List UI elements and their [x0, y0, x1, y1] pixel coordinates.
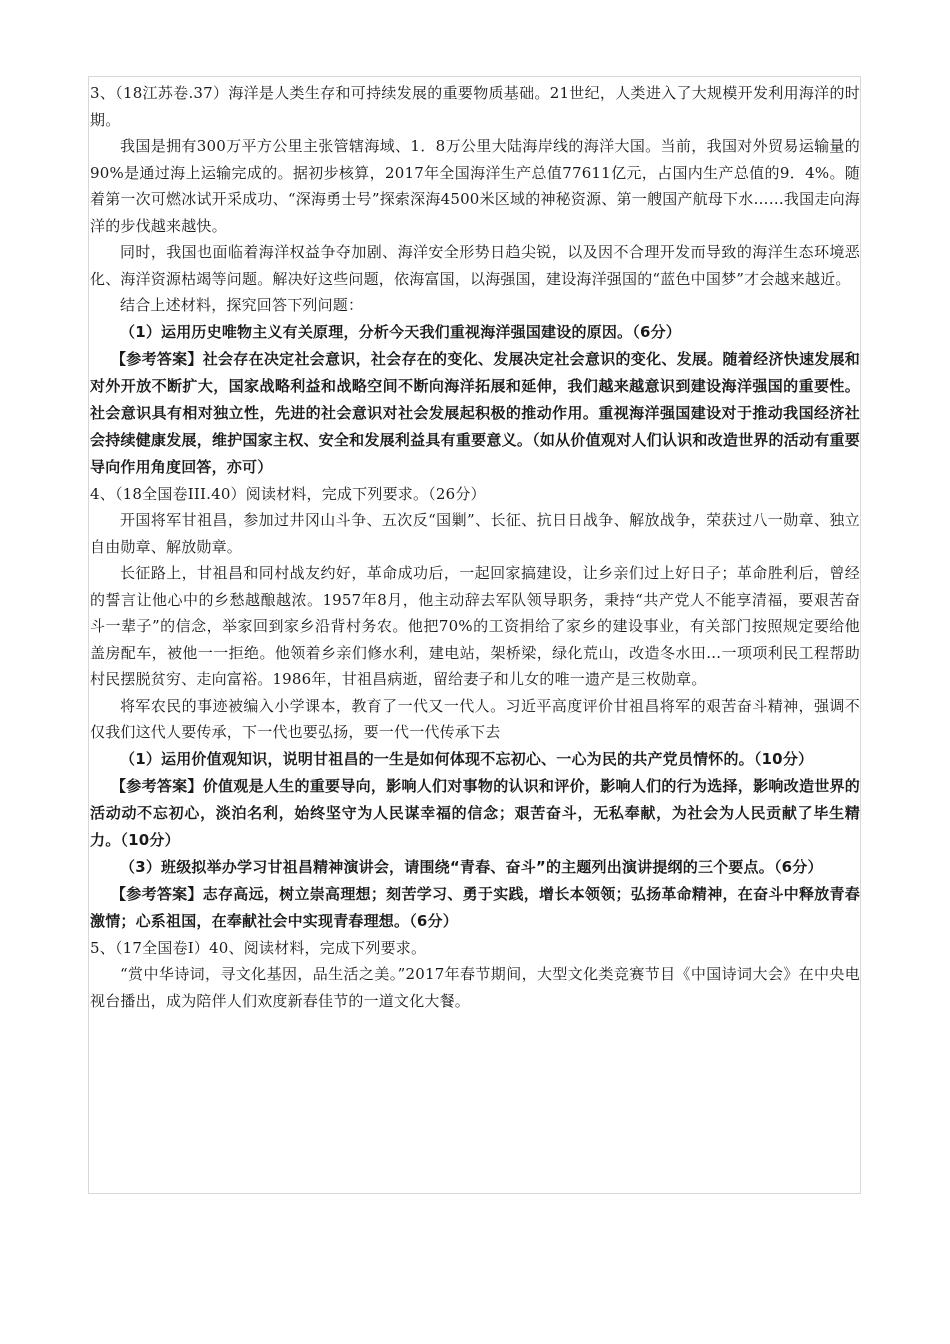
q4-sub-question-1: （1）运用价值观知识，说明甘祖昌的一生是如何体现不忘初心、一心为民的共产党员情怀的。（10分） — [120, 749, 814, 768]
answer-tag: 【参考答案】 — [111, 884, 203, 903]
q4-material-para2: 长征路上，甘祖昌和同村战友约好，革命成功后，一起回家搞建设，让乡亲们过上好日子；革命胜利后，曾经的誓言让他心中的乡愁越酿越浓。1957年8月，他主动辞去军队领导职务，秉持“共产党人不能享清福，要艰苦奋斗一辈子”的信念，举家回到家乡沿背村务农。他把70%的工资捐给了家乡的建设事业，有关部门按照规定要给他盖房配车，被他一一拒绝。他领着乡亲们修水利，建电站，架桥梁，绿化荒山，改造冬水田…一项项利民工程帮助村民摆脱贫穷、走向富裕。1986年，甘祖昌病逝，留给妻子和儿女的唯一遗产是三枚勋章。 — [90, 564, 860, 688]
document-body — [90, 80, 860, 1014]
q5-header: 5、（17全国卷Ⅰ）40、阅读材料，完成下列要求。 — [90, 938, 427, 957]
q3-material-para1: 我国是拥有300万平方公里主张管辖海域、1．8万公里大陆海岸线的海洋大国。当前，我国对外贸易运输量的90%是通过海上运输完成的。据初步核算，2017年全国海洋生产总值77611亿元，占国内生产总值的9．4%。随着第一次可燃冰试开采成功、“深海勇士号”探索深海4500米区域的神秘资源、第一艘国产航母下水……我国走向海洋的步伐越来越快。 — [90, 137, 860, 235]
answer-text: 志存高远，树立崇高理想；刻苦学习、勇于实践，增长本领领；弘扬革命精神，在奋斗中释放青春激情；心系祖国，在奉献社会中实现青春理想。（6分） — [90, 884, 861, 930]
q3-sub-question-1: （1）运用历史唯物主义有关原理，分析今天我们重视海洋强国建设的原因。（6分） — [120, 322, 681, 341]
q4-material-para1: 开国将军甘祖昌，参加过井冈山斗争、五次反“国剿”、长征、抗日日战争、解放战争，荣获过八一勋章、独立自由勋章、解放勋章。 — [90, 511, 860, 556]
answer-text: 价值观是人生的重要导向，影响人们对事物的认识和评价，影响人们的行为选择，影响改造世界的活动动不忘初心，淡泊名利，始终坚守为人民谋幸福的信念；艰苦奋斗，无私奉献，为社会为人民贡献了毕生精力。（10分） — [90, 776, 861, 849]
q5-material-para1: “赏中华诗词，寻文化基因，品生活之美。”2017年春节期间，大型文化类竞赛节目《中国诗词大会》在中央电视台播出，成为陪伴人们欢度新春佳节的一道文化大餐。 — [90, 965, 860, 1010]
q3-material-para2: 同时，我国也面临着海洋权益争夺加剧、海洋安全形势日趋尖锐，以及因不合理开发而导致的海洋生态环境恶化、海洋资源枯竭等问题。解决好这些问题，依海富国，以海强国，建设海洋强国的“蓝色中国梦”才会越来越近。 — [90, 243, 860, 288]
answer-text: 社会存在决定社会意识，社会存在的变化、发展决定社会意识的变化、发展。随着经济快速发展和对外开放不断扩大，国家战略利益和战略空间不断向海洋拓展和延伸，我们越来越意识到建设海洋强国的重要性。社会意识具有相对独立性，先进的社会意识对社会发展起积极的推动作用。重视海洋强国建设对于推动我国经济社会持续健康发展，维护国家主权、安全和发展利益具有重要意义。（如从价值观对人们认识和改造世界的活动有重要导向作用角度回答，亦可） — [90, 349, 861, 476]
q4-material-para3: 将军农民的事迹被编入小学课本，教育了一代又一代人。习近平高度评价甘祖昌将军的艰苦奋斗精神，强调不仅我们这代人要传承，下一代也要弘扬，要一代一代传承下去 — [90, 696, 860, 741]
q3-prompt: 结合上述材料，探究回答下列问题： — [120, 296, 364, 314]
q3-answer-1 — [90, 346, 860, 481]
q4-answer-3 — [90, 881, 860, 935]
q3-header: 3、（18江苏卷.37）海洋是人类生存和可持续发展的重要物质基础。21世纪，人类进入了大规模开发利用海洋的时期。 — [90, 84, 860, 129]
answer-tag: 【参考答案】 — [111, 776, 203, 795]
answer-tag: 【参考答案】 — [111, 349, 203, 368]
q4-answer-1 — [90, 773, 860, 854]
q4-header: 4、（18全国卷III.40）阅读材料，完成下列要求。（26分） — [90, 484, 486, 503]
q4-sub-question-3: （3）班级拟举办学习甘祖昌精神演讲会，请围绕“青春、奋斗”的主题列出演讲提纲的三个要点。（6分） — [120, 857, 823, 876]
